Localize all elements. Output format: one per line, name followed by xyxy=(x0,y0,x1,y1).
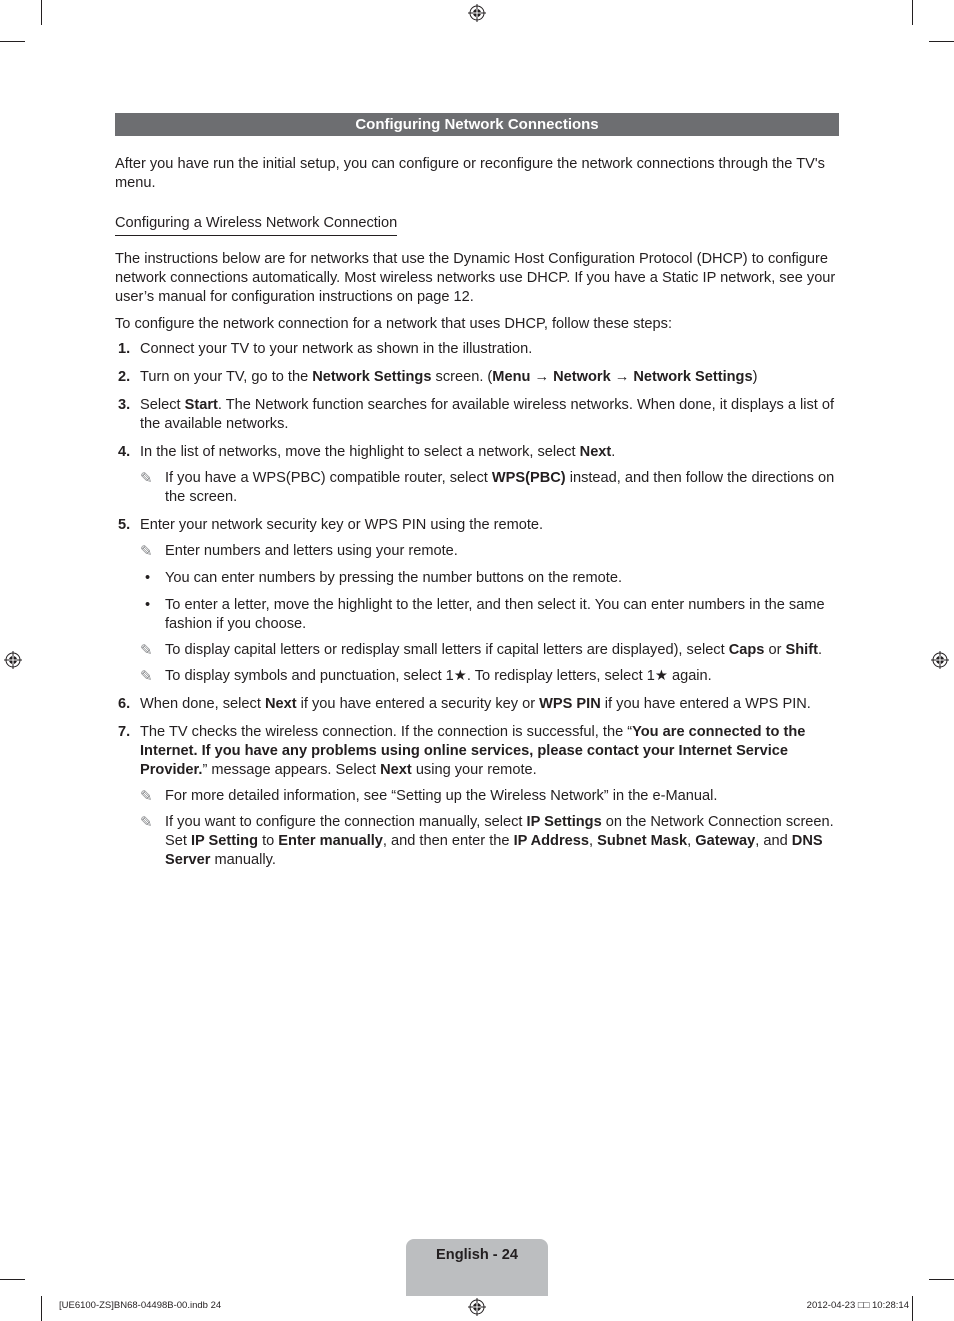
step-7 xyxy=(115,723,839,870)
step-6 xyxy=(115,695,839,714)
note-pencil-icon: ✎ xyxy=(140,788,153,805)
crop-mark-bottom-left-v xyxy=(41,1296,42,1321)
note-pencil-icon: ✎ xyxy=(140,543,153,560)
step-number: 2. xyxy=(118,369,131,385)
registration-mark-icon xyxy=(4,651,22,669)
bullet-text: To enter a letter, move the highlight to the letter, and then select it. You can enter numbers in the same fashion if you choose. xyxy=(165,597,825,632)
registration-mark-icon xyxy=(468,4,486,22)
step-4 xyxy=(115,443,839,507)
note-pencil-icon: ✎ xyxy=(140,814,153,831)
steps-intro: To configure the network connection for a network that uses DHCP, follow these steps: xyxy=(115,316,673,332)
page-content xyxy=(115,113,839,870)
step-3 xyxy=(115,396,839,434)
crop-mark-top-left-h xyxy=(0,41,25,42)
note-text: To display capital letters or redisplay small letters if capital letters are displayed), select Caps or Shift. xyxy=(165,642,822,658)
step-text: The TV checks the wireless connection. If the connection is successful, the “You are connected to the Internet. If you have any problems using online services, please contact your Internet Service Provider.” message appears. Select Next using your remote. xyxy=(140,724,806,778)
crop-mark-bottom-right-v xyxy=(912,1296,913,1321)
note xyxy=(140,667,839,686)
note xyxy=(140,469,839,507)
step-number: 6. xyxy=(118,696,131,712)
note-pencil-icon: ✎ xyxy=(140,642,153,659)
crop-mark-top-right-h xyxy=(929,41,954,42)
page-number-tab: English - 24 xyxy=(406,1239,548,1296)
crop-mark-top-right-v xyxy=(912,0,913,25)
step-number: 4. xyxy=(118,444,131,460)
note-text: For more detailed information, see “Setting up the Wireless Network” in the e-Manual. xyxy=(165,788,718,804)
crop-mark-top-left-v xyxy=(41,0,42,25)
step-number: 1. xyxy=(118,341,131,357)
step-5 xyxy=(115,516,839,686)
date-slug: 2012-04-23 □□ 10:28:14 xyxy=(806,1300,909,1311)
step-number: 7. xyxy=(118,724,131,740)
bullet-item xyxy=(115,569,839,588)
step-text: Select Start. The Network function searches for available wireless networks. When done, it displays a list of the available networks. xyxy=(140,397,835,432)
registration-mark-icon xyxy=(468,1298,486,1316)
step-2 xyxy=(115,368,839,387)
note xyxy=(140,641,839,660)
note-pencil-icon: ✎ xyxy=(140,668,153,685)
step-text: When done, select Next if you have entered a security key or WPS PIN if you have entered a WPS PIN. xyxy=(140,696,811,712)
intro-paragraph: After you have run the initial setup, you can configure or reconfigure the network connections through the TV's menu. xyxy=(115,156,825,191)
note xyxy=(140,542,839,561)
note-text: If you want to configure the connection manually, select IP Settings on the Network Connection screen. Set IP Setting to Enter manually, and then enter the IP Address, Subnet Mask, Gateway, and DNS Server manually. xyxy=(165,814,834,868)
step-1 xyxy=(115,340,839,359)
note xyxy=(140,813,839,870)
section-header-bar: Configuring Network Connections xyxy=(115,113,839,136)
note-pencil-icon: ✎ xyxy=(140,470,153,487)
bullet-item xyxy=(115,596,839,634)
registration-mark-icon xyxy=(931,651,949,669)
star-icon: ★ xyxy=(453,668,467,684)
dhcp-paragraph: The instructions below are for networks that use the Dynamic Host Configuration Protocol (DHCP) to configure network connections automatically. Most wireless networks use DHCP. If you have a Static IP network, see your user’s manual for configuration instructions on page 12. xyxy=(115,251,836,305)
subsection-heading: Configuring a Wireless Network Connection xyxy=(115,214,397,236)
file-slug: [UE6100-ZS]BN68-04498B-00.indb 24 xyxy=(59,1300,222,1311)
bullet-text: You can enter numbers by pressing the number buttons on the remote. xyxy=(165,570,623,586)
step-text: Turn on your TV, go to the Network Settings screen. (Menu → Network → Network Settings) xyxy=(140,369,758,385)
bullet-dot: • xyxy=(145,597,151,613)
note-text: To display symbols and punctuation, select 1★. To redisplay letters, select 1★ again. xyxy=(165,668,712,684)
star-icon: ★ xyxy=(654,668,668,684)
step-text: In the list of networks, move the highlight to select a network, select Next. xyxy=(140,444,616,460)
bullet-dot: • xyxy=(145,570,151,586)
note xyxy=(140,787,839,806)
step-number: 5. xyxy=(118,517,131,533)
note-text: Enter numbers and letters using your remote. xyxy=(165,543,458,559)
step-number: 3. xyxy=(118,397,131,413)
crop-mark-bottom-right-h xyxy=(929,1279,954,1280)
note-text: If you have a WPS(PBC) compatible router, select WPS(PBC) instead, and then follow the directions on the screen. xyxy=(165,470,835,505)
step-text: Connect your TV to your network as shown in the illustration. xyxy=(140,341,533,357)
crop-mark-bottom-left-h xyxy=(0,1279,25,1280)
step-text: Enter your network security key or WPS PIN using the remote. xyxy=(140,517,544,533)
